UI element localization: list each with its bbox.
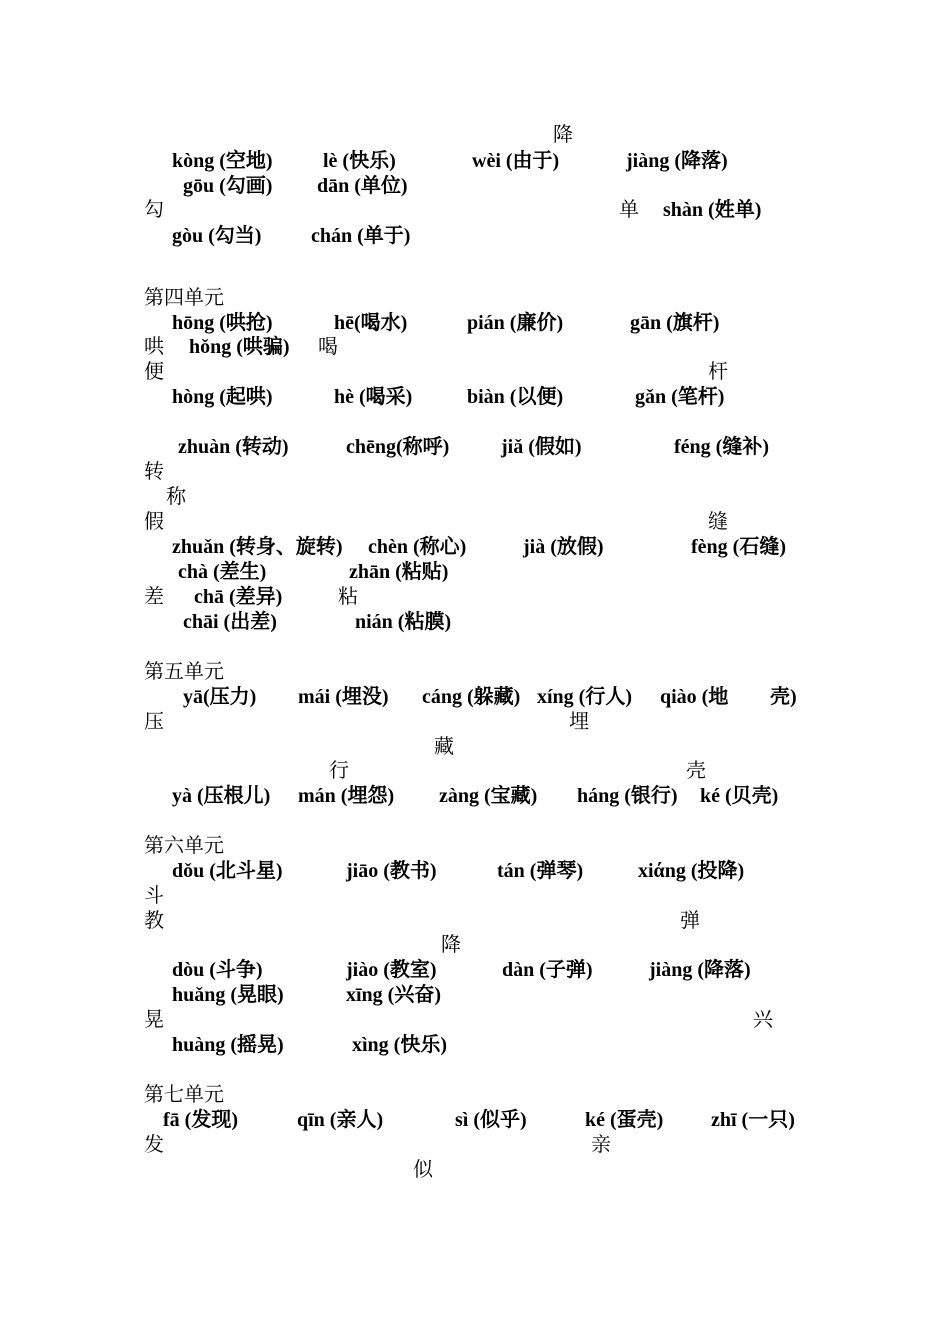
text-block: chán (单于): [311, 225, 411, 247]
text-block: sì (似乎): [455, 1109, 527, 1131]
text-block: 行: [329, 760, 349, 782]
text-block: 称: [166, 486, 186, 508]
text-block: 哄: [144, 336, 164, 358]
text-block: 喝: [318, 336, 338, 358]
text-block: ké (蛋壳): [585, 1109, 664, 1131]
text-block: 教: [144, 910, 164, 932]
text-block: 转: [144, 461, 164, 483]
text-block: gōu (勾画): [183, 175, 273, 197]
text-block: jiàng (降落): [626, 150, 728, 172]
text-block: nián (粘膜): [355, 611, 452, 633]
text-block: 粘: [338, 586, 358, 608]
text-block: 似: [413, 1159, 433, 1181]
text-block: gòu (勾当): [172, 225, 262, 247]
text-block: cáng (躲藏): [422, 686, 521, 708]
text-block: háng (银行): [577, 785, 678, 807]
text-block: pián (廉价): [467, 312, 564, 334]
text-block: xíng (行人): [537, 686, 632, 708]
text-block: chèn (称心): [368, 536, 467, 558]
text-block: mán (埋怨): [298, 785, 395, 807]
text-block: 发: [144, 1134, 164, 1156]
text-block: zhī (一只): [711, 1109, 795, 1131]
text-block: dān (单位): [317, 175, 408, 197]
text-block: 压: [144, 711, 164, 733]
text-block: kòng (空地): [172, 150, 273, 172]
text-block: xìng (快乐): [352, 1034, 447, 1056]
text-block: jiào (教室): [346, 959, 437, 981]
text-block: 斗: [144, 885, 164, 907]
text-block: qīn (亲人): [297, 1109, 384, 1131]
text-block: chà (差生): [178, 561, 267, 583]
text-block: jiàng (降落): [649, 959, 751, 981]
text-block: biàn (以便): [467, 386, 564, 408]
text-block: fā (发现): [163, 1109, 238, 1131]
text-block: 降: [553, 124, 573, 146]
text-block: chāi (出差): [183, 611, 277, 633]
text-block: hē(喝水): [334, 312, 408, 334]
text-block: hōng (哄抢): [172, 312, 273, 334]
text-block: lè (快乐): [323, 150, 396, 172]
text-block: 降: [441, 934, 461, 956]
text-block: jiǎ (假如): [501, 436, 582, 458]
text-block: 第四单元: [144, 287, 224, 309]
text-block: 兴: [753, 1009, 773, 1031]
text-block: dòu (斗争): [172, 959, 263, 981]
text-block: dàn (子弹): [502, 959, 593, 981]
text-block: tán (弹琴): [497, 860, 584, 882]
text-block: chēng(称呼): [346, 436, 450, 458]
text-block: 弹: [680, 910, 700, 932]
text-block: hǒng (哄骗): [189, 336, 290, 358]
text-block: chā (差异): [194, 586, 283, 608]
text-block: gǎn (笔杆): [635, 386, 725, 408]
text-block: jià (放假): [523, 536, 604, 558]
text-block: dǒu (北斗星): [172, 860, 283, 882]
text-block: mái (埋没): [298, 686, 389, 708]
text-block: hòng (起哄): [172, 386, 273, 408]
text-block: yà (压根儿): [172, 785, 271, 807]
text-block: 差: [144, 586, 164, 608]
text-block: huǎng (晃眼): [172, 984, 284, 1006]
text-block: 第七单元: [144, 1084, 224, 1106]
text-block: ké (贝壳): [700, 785, 779, 807]
text-block: 缝: [708, 511, 728, 533]
text-block: zhuàn (转动): [178, 436, 289, 458]
text-block: zhān (粘贴): [349, 561, 449, 583]
text-block: qiào (地: [660, 686, 729, 708]
text-block: 杆: [708, 361, 728, 383]
text-block: wèi (由于): [472, 150, 560, 172]
text-block: xiάng (投降): [638, 860, 745, 882]
text-block: 勾: [144, 199, 164, 221]
text-block: 便: [144, 361, 164, 383]
text-block: fèng (石缝): [691, 536, 786, 558]
text-block: 假: [144, 511, 164, 533]
text-block: yā(压力): [183, 686, 257, 708]
text-block: zàng (宝藏): [439, 785, 538, 807]
text-block: 壳: [686, 760, 706, 782]
text-block: 第六单元: [144, 835, 224, 857]
text-block: 晃: [144, 1009, 164, 1031]
text-block: féng (缝补): [674, 436, 769, 458]
text-block: xīng (兴奋): [346, 984, 441, 1006]
text-block: 壳): [770, 686, 797, 708]
text-block: jiāo (教书): [346, 860, 437, 882]
text-block: 埋: [569, 711, 589, 733]
text-block: shàn (姓单): [663, 199, 762, 221]
text-block: 亲: [591, 1134, 611, 1156]
text-block: zhuǎn (转身、旋转): [172, 536, 343, 558]
text-block: huàng (摇晃): [172, 1034, 284, 1056]
text-block: 第五单元: [144, 661, 224, 683]
text-block: gān (旗杆): [630, 312, 720, 334]
text-block: 藏: [434, 736, 454, 758]
text-block: 单: [619, 199, 639, 221]
text-block: hè (喝采): [334, 386, 413, 408]
